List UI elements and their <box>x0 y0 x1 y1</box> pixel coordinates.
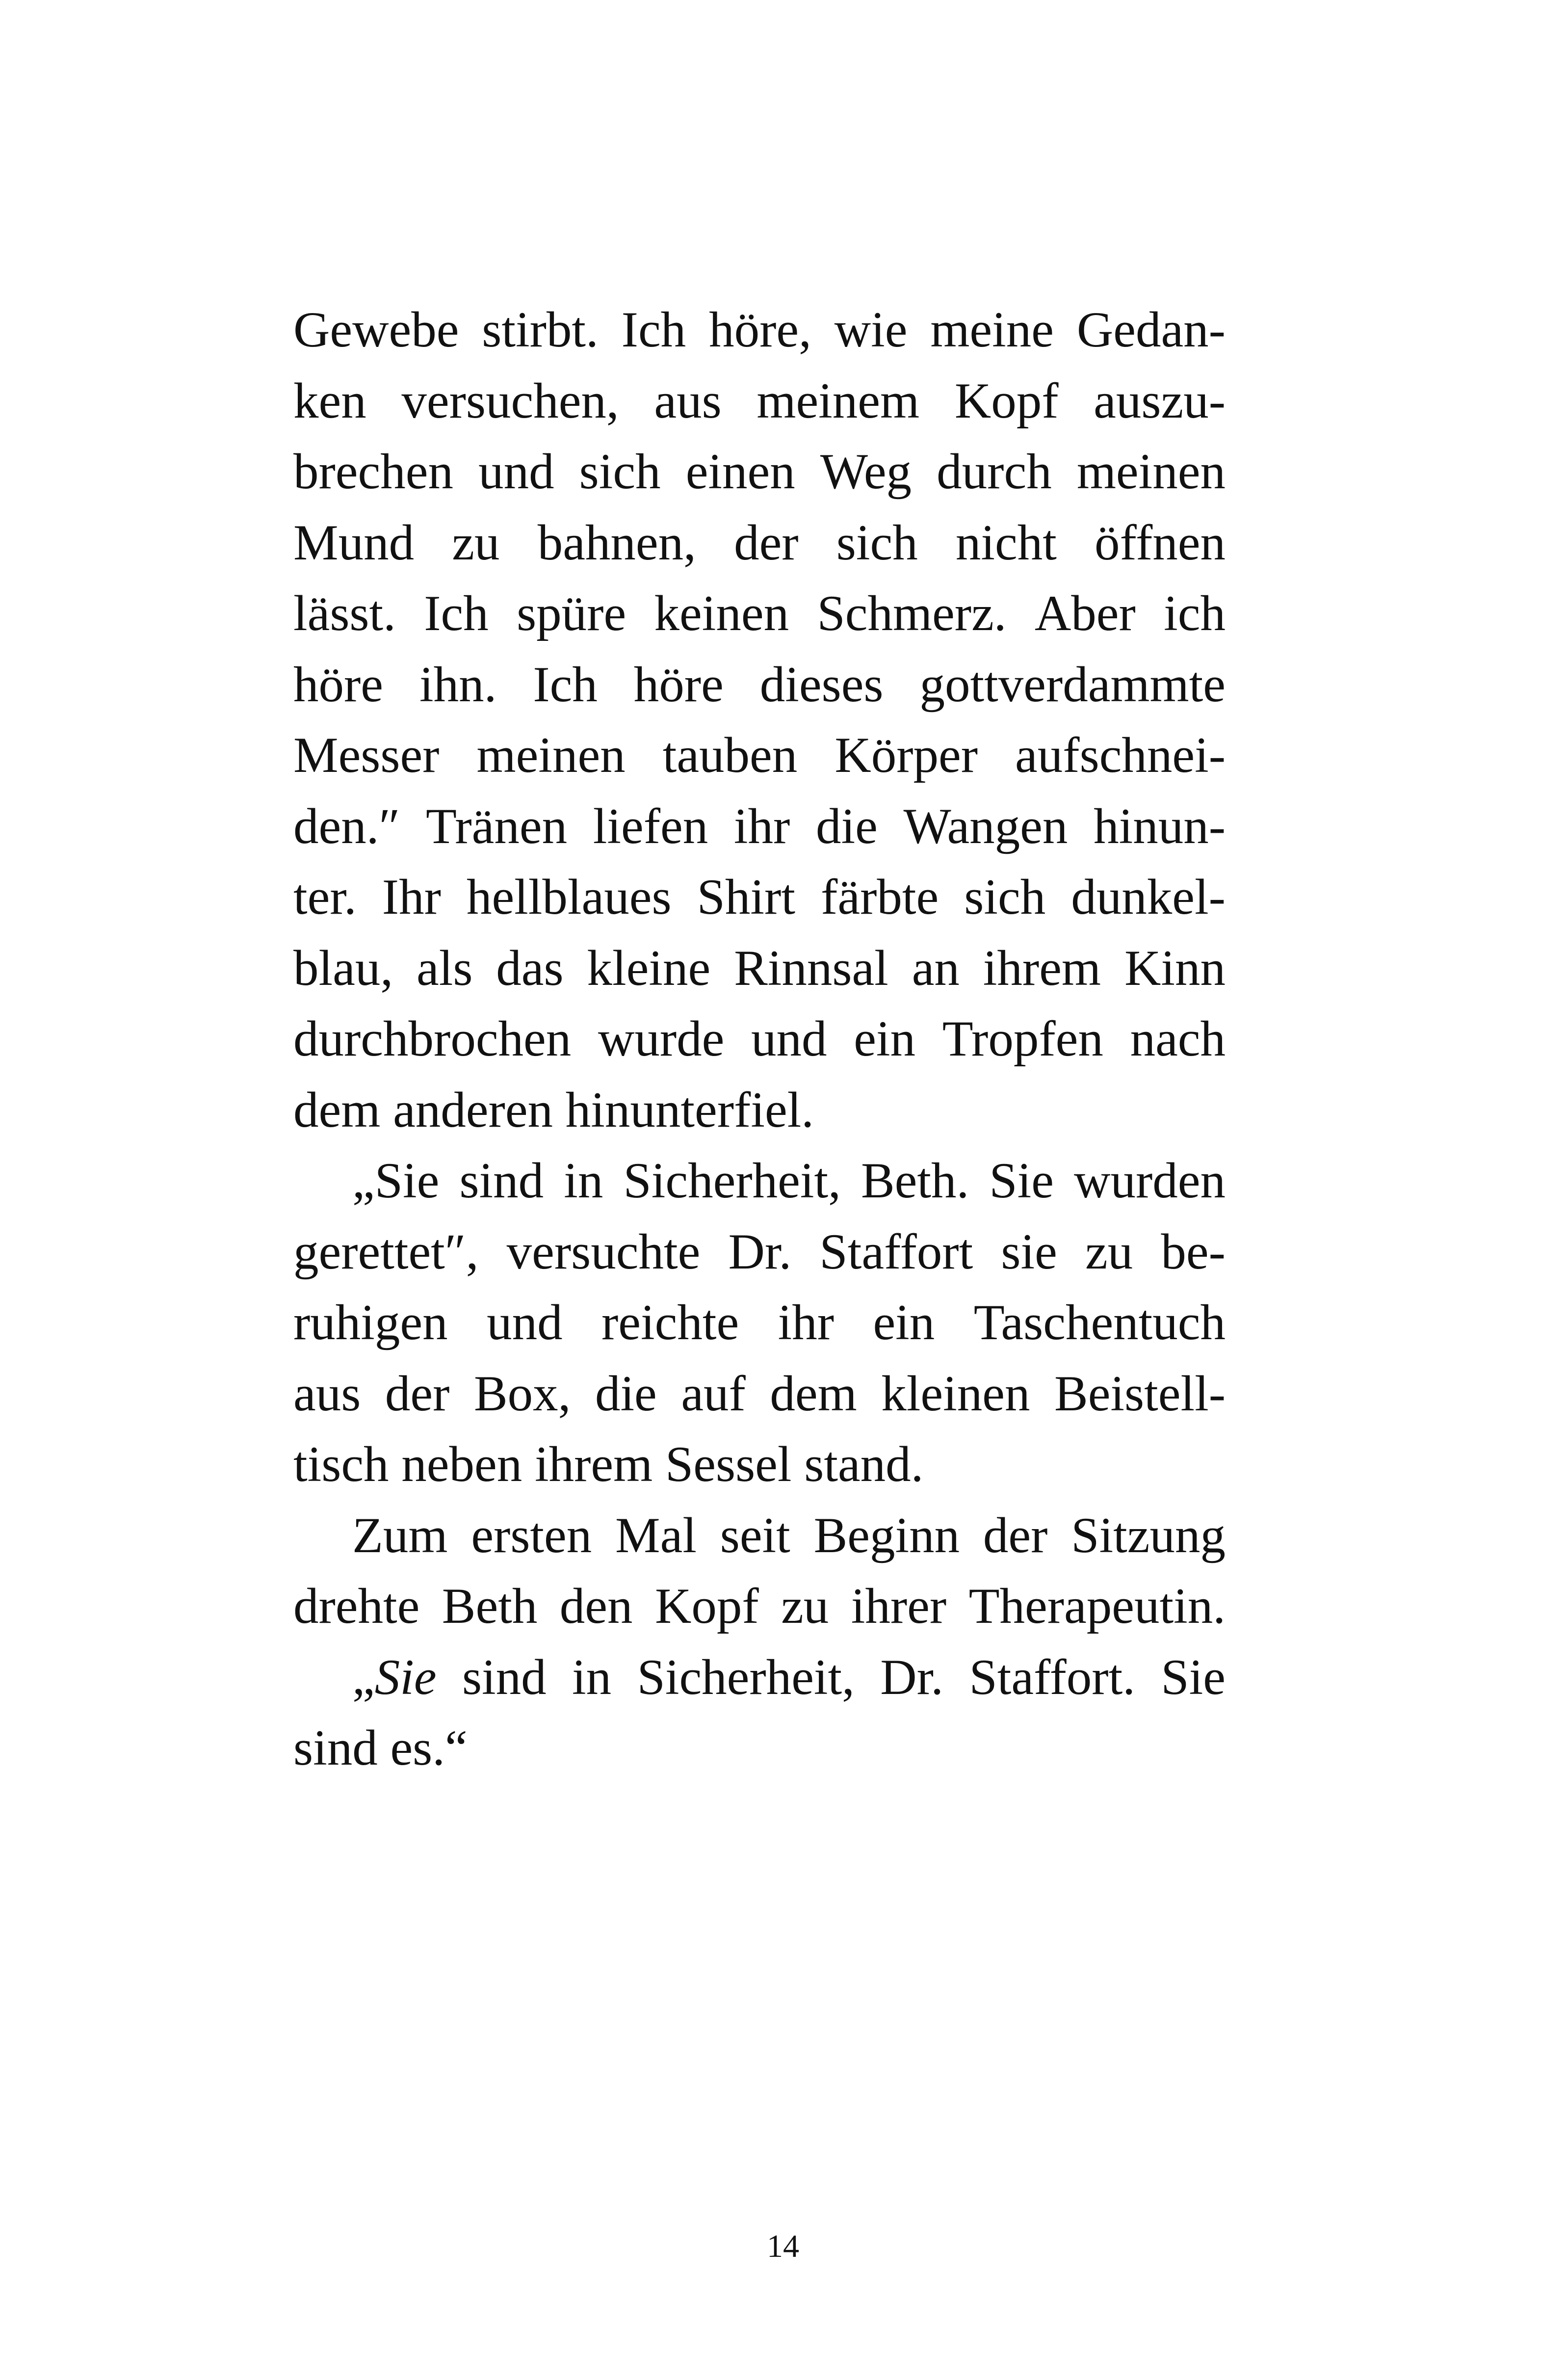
word: Therapeutin. <box>968 1578 1226 1634</box>
word: Beth <box>442 1578 538 1634</box>
word: ihr <box>778 1295 835 1350</box>
word: die <box>595 1365 657 1422</box>
word: sind <box>462 1649 547 1705</box>
text-line <box>293 862 1226 933</box>
word: kleine <box>587 940 711 996</box>
word: in <box>572 1649 612 1705</box>
word: das <box>496 940 564 996</box>
word: nicht <box>955 514 1057 571</box>
word: hinunterfiel. <box>565 1082 814 1138</box>
word: „Sie <box>352 1649 437 1705</box>
word: aufschnei- <box>1015 727 1226 783</box>
word: höre, <box>709 302 811 358</box>
word: sind <box>293 1720 378 1776</box>
word: dunkel- <box>1071 869 1226 925</box>
word: brechen <box>293 444 453 500</box>
word: Sitzung <box>1071 1507 1226 1563</box>
word: „Sie <box>352 1153 440 1209</box>
word: ein <box>854 1011 916 1067</box>
word: Ich <box>533 656 598 713</box>
word: Körper <box>835 727 978 783</box>
word: neben <box>401 1436 522 1492</box>
word: reichte <box>601 1295 739 1350</box>
text-line <box>293 1004 1226 1075</box>
word: wurden <box>1074 1153 1226 1209</box>
word: meinen <box>476 727 626 783</box>
text-line <box>293 1642 1226 1713</box>
word: Rinnsal <box>734 940 888 996</box>
word: dem <box>770 1365 857 1422</box>
text-line <box>293 366 1226 437</box>
word: Tropfen <box>942 1011 1103 1067</box>
word: Sicherheit, <box>623 1153 841 1209</box>
word: ihrem <box>534 1436 653 1492</box>
word: ihrem <box>983 940 1101 996</box>
word: ihr <box>733 798 790 854</box>
word: Taschentuch <box>973 1295 1226 1350</box>
word: Beistell- <box>1054 1365 1226 1422</box>
word: meinem <box>757 372 920 429</box>
word: ersten <box>471 1507 592 1563</box>
word: spüre <box>517 585 626 641</box>
word: Shirt <box>697 869 795 925</box>
word: höre <box>293 656 384 713</box>
text-line <box>293 649 1226 720</box>
text-line <box>293 1287 1226 1358</box>
word: Tränen <box>426 798 568 854</box>
word: ken <box>293 372 366 429</box>
word: ein <box>873 1295 935 1350</box>
word: Ich <box>621 302 686 358</box>
word: meinen <box>1076 444 1226 500</box>
word: einen <box>685 444 795 500</box>
word: und <box>751 1011 827 1067</box>
word: tisch <box>293 1436 389 1492</box>
page-number: 14 <box>767 2228 799 2264</box>
word: keinen <box>654 585 789 641</box>
word: bahnen, <box>537 514 696 571</box>
word: auszu- <box>1094 372 1226 429</box>
text-line <box>293 1075 1226 1146</box>
word: Zum <box>352 1507 448 1563</box>
word: Ihr <box>382 869 441 925</box>
text-line <box>293 507 1226 579</box>
word: Sie <box>989 1153 1054 1209</box>
word: der <box>983 1507 1048 1563</box>
word: Sie <box>1161 1649 1226 1705</box>
word: Schmerz. <box>817 585 1007 641</box>
word: Beth. <box>861 1153 969 1209</box>
word: liefen <box>593 798 708 854</box>
word: stirbt. <box>482 302 599 358</box>
text-line <box>293 1429 1226 1500</box>
word: drehte <box>293 1578 420 1634</box>
word: hellblaues <box>466 869 672 925</box>
word: durchbrochen <box>293 1011 572 1067</box>
word: gottverdammte <box>919 656 1226 713</box>
word: versuchen, <box>401 372 619 429</box>
text-line <box>293 933 1226 1004</box>
word: der <box>385 1365 450 1422</box>
word: Gedan- <box>1076 302 1226 358</box>
word: ihrer <box>851 1578 947 1634</box>
word: stand. <box>804 1436 924 1492</box>
word: anderen <box>393 1082 553 1138</box>
word: und <box>487 1295 563 1350</box>
word: ter. <box>293 869 357 925</box>
text-line <box>293 791 1226 862</box>
word: Dr. <box>728 1223 792 1280</box>
word: höre <box>633 656 724 713</box>
word: Ich <box>424 585 489 641</box>
word: kleinen <box>881 1365 1030 1422</box>
word: Mal <box>615 1507 697 1563</box>
word: in <box>564 1153 603 1209</box>
word: aus <box>293 1365 361 1422</box>
word: durch <box>937 444 1052 500</box>
text-line <box>293 294 1226 366</box>
text-line <box>293 1713 1226 1784</box>
word: Kopf <box>954 372 1059 429</box>
word: Mund <box>293 514 415 571</box>
word: gerettet″, <box>293 1223 479 1280</box>
word: es.“ <box>390 1720 468 1776</box>
text-line <box>293 436 1226 507</box>
word: dem <box>293 1082 381 1138</box>
word: den.″ <box>293 798 400 854</box>
text-line <box>293 720 1226 791</box>
word: als <box>416 940 473 996</box>
word: Staffort. <box>969 1649 1135 1705</box>
word: sie <box>1001 1223 1057 1280</box>
word: Aber <box>1034 585 1136 641</box>
word: lässt. <box>293 585 396 641</box>
word: zu <box>452 514 500 571</box>
word: den <box>559 1578 633 1634</box>
word: seit <box>720 1507 790 1563</box>
text-line <box>293 1145 1226 1216</box>
word: und <box>478 444 554 500</box>
text-line <box>293 1571 1226 1642</box>
word: öffnen <box>1095 514 1226 571</box>
word: sind <box>459 1153 544 1209</box>
word: auf <box>681 1365 746 1422</box>
word: sich <box>836 514 918 571</box>
word: Kopf <box>654 1578 759 1634</box>
word: Messer <box>293 727 440 783</box>
word: blau, <box>293 940 393 996</box>
text-line <box>293 1216 1226 1288</box>
word: versuchte <box>506 1223 701 1280</box>
word: hinun- <box>1094 798 1226 854</box>
word: Sicherheit, <box>637 1649 855 1705</box>
word: Beginn <box>813 1507 960 1563</box>
word: Kinn <box>1124 940 1226 996</box>
word: sich <box>964 869 1046 925</box>
word: Sessel <box>665 1436 792 1492</box>
word: an <box>912 940 960 996</box>
word: färbte <box>821 869 939 925</box>
word: Gewebe <box>293 302 459 358</box>
word: ihn. <box>419 656 497 713</box>
word: Box, <box>473 1365 571 1422</box>
word: ich <box>1164 585 1226 641</box>
word: der <box>734 514 799 571</box>
text-line <box>293 578 1226 649</box>
word: Wangen <box>903 798 1068 854</box>
word: zu <box>1085 1223 1133 1280</box>
word: meine <box>930 302 1054 358</box>
word: zu <box>781 1578 829 1634</box>
word: nach <box>1130 1011 1226 1067</box>
word: wie <box>834 302 908 358</box>
word: Dr. <box>880 1649 944 1705</box>
text-line <box>293 1500 1226 1571</box>
word: aus <box>654 372 722 429</box>
word: be- <box>1161 1223 1226 1280</box>
word: dieses <box>759 656 884 713</box>
word: Weg <box>820 444 912 500</box>
word: tauben <box>662 727 798 783</box>
word: wurde <box>598 1011 725 1067</box>
word: sich <box>579 444 661 500</box>
word: Staffort <box>819 1223 973 1280</box>
text-line <box>293 1358 1226 1429</box>
word: ruhigen <box>293 1295 448 1350</box>
body-text <box>293 294 1226 1784</box>
word: die <box>815 798 878 854</box>
